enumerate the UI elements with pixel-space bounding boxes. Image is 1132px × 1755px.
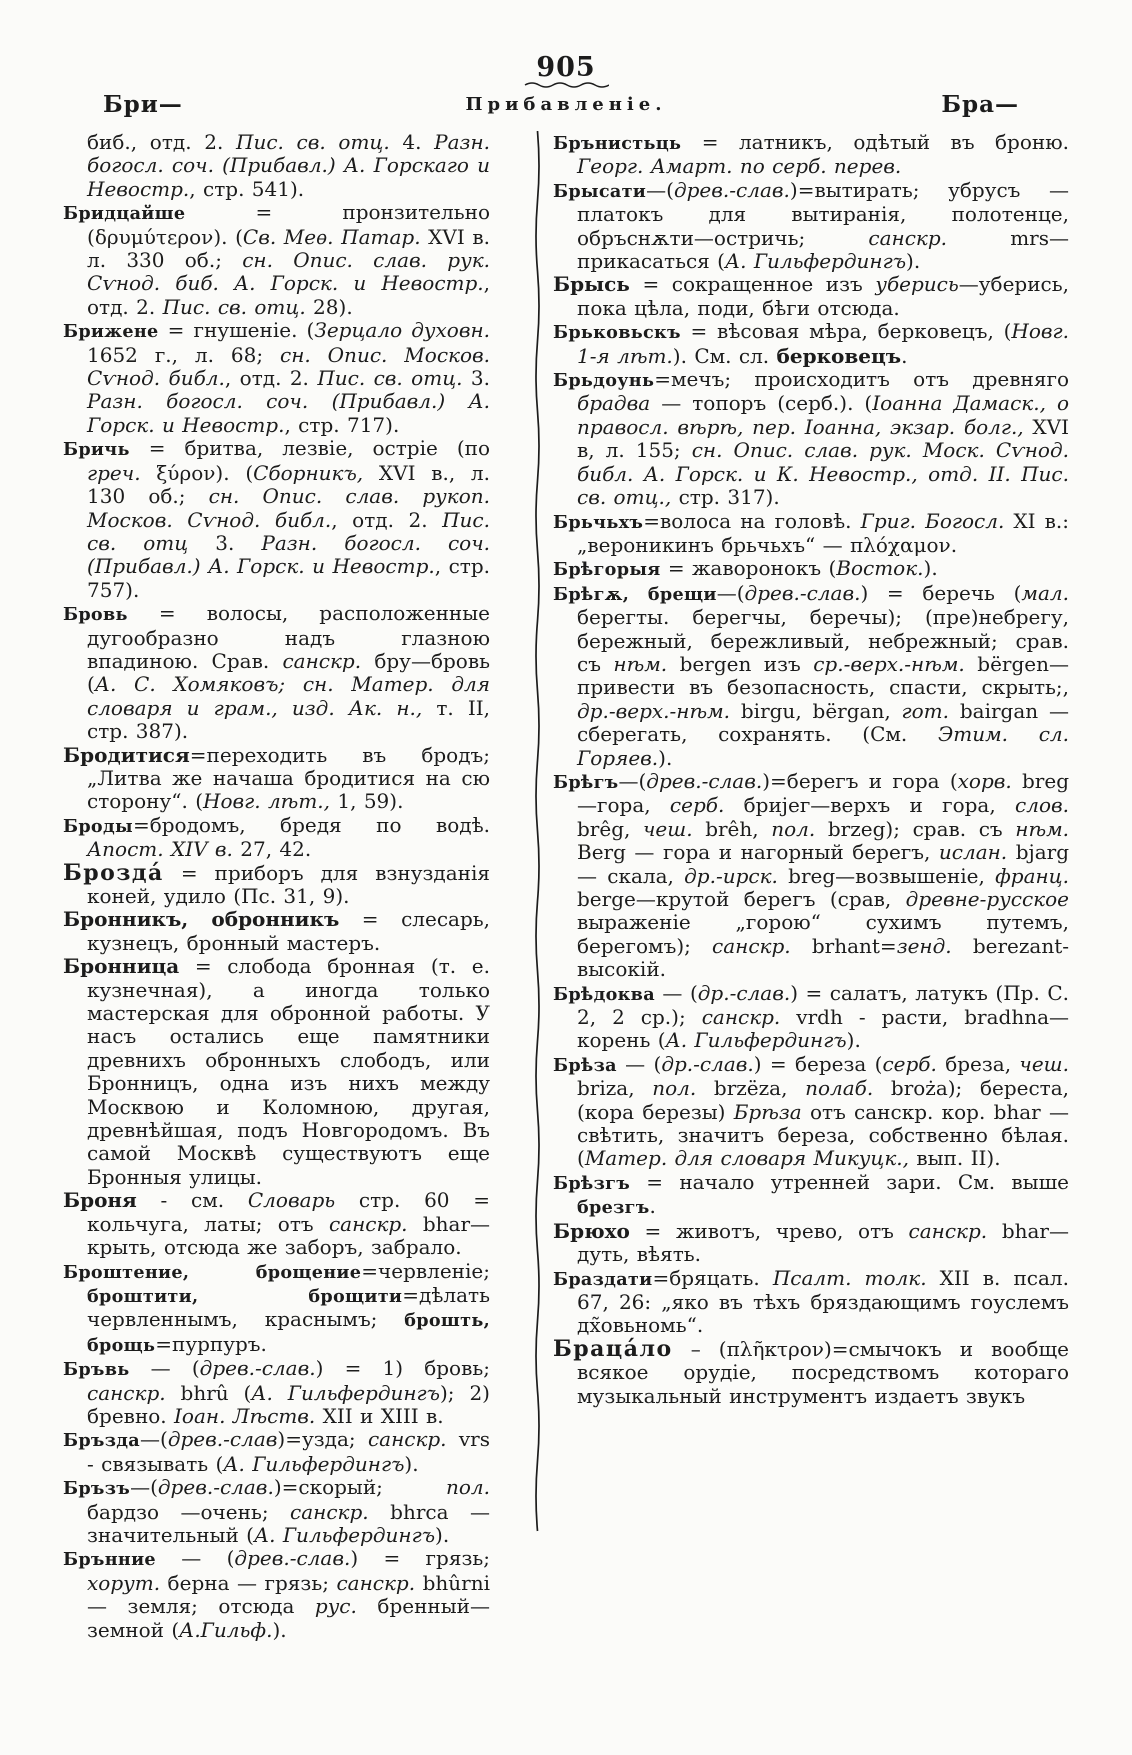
entry-headword: Брюхо xyxy=(553,1218,630,1243)
entry-text: =пурпуръ. xyxy=(155,1331,267,1356)
entry-text: ). ( xyxy=(215,460,254,485)
entry-text: брезгъ xyxy=(577,1197,650,1219)
entry-text: др.-верх.-нѣм. xyxy=(577,698,731,723)
entry-text: Зерцало духовн. xyxy=(314,318,490,343)
entry-text: —уберись, пока цѣла, поди, бѣги отсюда. xyxy=(577,272,1069,320)
entry-text: = бритва, лезвіе, остріе (по xyxy=(129,436,490,461)
entry-text: древ.-слав. xyxy=(673,177,790,202)
entry-text: ) = беречь ( xyxy=(860,580,1022,605)
entry-headword: Броштение, брощение xyxy=(63,1261,362,1283)
entry-text: , отд. 2. xyxy=(224,366,318,391)
entry-text: А.Гильф. xyxy=(179,1617,273,1642)
entry-text: серб. xyxy=(669,793,725,818)
entry-text: )=смычокъ и вообще всякое орудіе, посредствомъ котораго музыкальный инструментъ издаетъ звукъ xyxy=(577,1336,1069,1408)
entry-text: вып. II). xyxy=(909,1146,1001,1171)
dictionary-entry xyxy=(63,1476,490,1547)
entry-text: )=узда; xyxy=(277,1427,368,1452)
dictionary-entry xyxy=(553,368,1069,509)
entry-text: санскр. xyxy=(336,1570,416,1595)
entry-text: bhrca — значительный ( xyxy=(87,1499,490,1547)
entry-text: = слобода бронная (т. е. кузнечная), а иногда только мастерская для обронной работы. У насъ остались еще памятники древнихъ обронныхъ слободъ, или Бронницъ, одна изъ нихъ между Москвою и Коломною, другая, древнѣйшая, подъ Новгородомъ. Въ самой Москвѣ существуютъ еще Бронныя улицы. xyxy=(87,954,490,1189)
dictionary-entry xyxy=(553,982,1069,1053)
entry-text: )=скорый; xyxy=(273,1475,446,1500)
entry-text: санскр. xyxy=(328,1211,408,1236)
entry-text: Св. Меѳ. Патар. xyxy=(242,224,421,249)
entry-headword: Брѣгорыя xyxy=(553,559,661,581)
entry-text: =переходить въ бродъ; „Литва же начаша бродитися на сю сторону“. ( xyxy=(87,742,490,814)
entry-text: зенд. xyxy=(896,933,952,958)
entry-text: А. Гильфердингъ xyxy=(665,1028,847,1053)
entry-text: ); 2) бревно. xyxy=(87,1380,490,1428)
dictionary-entry xyxy=(553,1335,1069,1408)
entry-text: греч. xyxy=(87,460,141,485)
entry-text: санскр. xyxy=(868,225,948,250)
entry-text: δρυμύτερον xyxy=(94,224,214,249)
dictionary-entry xyxy=(553,1220,1069,1267)
entry-text: 27, 42. xyxy=(232,837,312,862)
entry-text: брадва xyxy=(577,391,651,416)
entry-text: = начало утренней зари. См. выше xyxy=(630,1169,1069,1194)
dictionary-entry xyxy=(63,1547,490,1642)
entry-text: brzëza, xyxy=(696,1076,806,1101)
entry-text: —( xyxy=(716,580,745,605)
entry-headword: Брънистьць xyxy=(553,133,682,154)
dictionary-entry xyxy=(553,582,1069,770)
entry-text: гот. xyxy=(901,698,950,723)
entry-text: Іоанна Дамаск., о правосл. вѣрѣ, пер. Іоанна, экзар. болг., xyxy=(577,391,1069,439)
entry-text: Новг. лѣт., xyxy=(203,789,331,814)
entry-text: берковецъ xyxy=(776,343,902,368)
entry-text: санскр. xyxy=(908,1218,988,1243)
entry-text: = пронзительно ( xyxy=(87,200,490,249)
entry-text: Пис. св. отц. xyxy=(236,130,390,154)
dictionary-entry xyxy=(553,770,1069,982)
entry-text: berezant-высокій. xyxy=(577,933,1069,982)
entry-text: bhar—крыть, отсюда же заборъ, забрало. xyxy=(87,1211,491,1260)
entry-text: =бряцать. xyxy=(652,1265,773,1290)
entry-text: бренный—земной ( xyxy=(87,1594,490,1642)
entry-text: 4. xyxy=(389,130,435,154)
running-head-right: Бра— xyxy=(941,91,1019,118)
entry-text: сн. Опис. слав. рук. Моск. Сѵнод. библ. А. Горск. и К. Невостр., отд. II. Пис. св. отц., xyxy=(577,438,1069,510)
entry-text: = приборъ для взнузданія коней, удило (Пс. 31, 9). xyxy=(87,860,490,908)
entry-text: breg—гора, xyxy=(577,768,1069,818)
dictionary-entry xyxy=(553,1053,1069,1171)
entry-text: ). ( xyxy=(213,224,243,249)
entry-text: = слесарь, кузнецъ, бронный мастеръ. xyxy=(87,907,490,955)
entry-text: — ( xyxy=(155,1546,235,1571)
dictionary-entry xyxy=(63,955,490,1189)
right-column xyxy=(553,131,1069,1408)
dictionary-entry xyxy=(63,1189,490,1259)
entry-text xyxy=(141,461,157,485)
entry-headword: Бронникъ, обронникъ xyxy=(63,907,340,932)
entry-text: брошть, брощь xyxy=(87,1310,490,1356)
entry-text: санскр. xyxy=(290,1499,369,1524)
entry-text: слов. xyxy=(1015,793,1069,818)
entry-headword: Брьковьскъ xyxy=(553,322,681,344)
entry-text: birgu, bërgan, xyxy=(730,698,902,723)
entry-text: отъ санскр. кор. bhar — свѣтить, значитъ береза, собственно бѣлая. ( xyxy=(577,1099,1069,1171)
entry-text: пол. xyxy=(445,1475,490,1500)
entry-text: Пис. св. отц. xyxy=(317,366,463,391)
entry-text: = латникъ, одѣтый въ броню. xyxy=(681,130,1069,154)
entry-text: brzeg); срав. съ xyxy=(815,816,1016,841)
entry-text: XVI в, л. 155; xyxy=(577,414,1069,463)
entry-text: 28). xyxy=(305,294,353,319)
entry-text: Этим. сл. Горяев. xyxy=(577,722,1069,770)
entry-text: стр. 60 = кольчуга, латы; отъ xyxy=(87,1188,490,1236)
entry-text: — ( xyxy=(654,980,698,1005)
entry-text: Апост. XIV в. xyxy=(87,837,233,862)
entry-text: 1652 г., л. 68; xyxy=(87,342,281,367)
entry-text: Іоан. Лѣств. xyxy=(174,1403,316,1428)
entry-text: =мечъ; происходитъ отъ древняго xyxy=(654,367,1069,392)
entry-text: =червленіе; xyxy=(361,1258,490,1283)
entry-text: ) = 1) бровь; xyxy=(315,1356,490,1381)
entry-text: А. Гильфердингъ xyxy=(253,1522,436,1547)
entry-text: бардзо —очень; xyxy=(87,1499,291,1524)
entry-text: древ.-слав. xyxy=(199,1356,316,1381)
entry-text: санскр. xyxy=(282,648,362,673)
entry-text: ) = береза ( xyxy=(753,1051,883,1076)
entry-text: , стр. 717). xyxy=(284,412,400,437)
entry-text: XII и XIII в. xyxy=(315,1403,444,1428)
dictionary-entry xyxy=(553,1267,1069,1338)
entry-headword: Брижене xyxy=(63,321,159,343)
entry-text: bhar—дуть, вѣять. xyxy=(577,1218,1069,1267)
entry-text: ). xyxy=(906,249,921,274)
entry-text: санскр. xyxy=(712,933,791,958)
entry-text: Новг. 1-я лѣт. xyxy=(577,319,1069,368)
entry-headword: Брьдоунь xyxy=(553,370,655,392)
entry-headword: Броды xyxy=(63,815,133,837)
page-number: 905 xyxy=(536,52,596,83)
page-number-block xyxy=(63,52,1069,90)
entry-text: ). xyxy=(404,1451,419,1476)
entry-text: ). xyxy=(658,745,673,770)
entry-headword: Брѣгъ xyxy=(553,771,619,793)
entry-text: др.-ирск. xyxy=(684,863,778,888)
entry-text: ). См. сл. xyxy=(672,343,777,368)
dictionary-entry xyxy=(63,1428,490,1476)
dictionary-entry xyxy=(63,744,490,814)
entry-headword: Броня xyxy=(63,1188,137,1213)
entry-text: = сокращенное изъ xyxy=(629,272,876,297)
entry-text: Матер. для словаря Микуцк., xyxy=(584,1146,910,1171)
entry-text: briza, xyxy=(577,1076,653,1101)
entry-text: Berg — гора и нагорный берегъ, xyxy=(577,840,939,865)
entry-text: Псалт. толк. xyxy=(772,1265,927,1290)
entry-text: нѣм. xyxy=(1015,816,1070,841)
entry-headword: Брысь xyxy=(553,272,630,297)
dictionary-entry xyxy=(553,131,1069,179)
entry-headword: Браца́ло xyxy=(553,1335,673,1362)
entry-text: бриjег—верхъ и гора, xyxy=(724,793,1016,818)
entry-text: ξύρον xyxy=(156,460,216,485)
entry-headword: Бричь xyxy=(63,439,130,461)
entry-text: франц. xyxy=(995,863,1069,888)
entry-text: Разн. богосл. соч. (Прибавл.) А. Горск. и Невостр. xyxy=(87,389,490,437)
entry-text: Григ. Богосл. xyxy=(860,508,1005,533)
entry-text: санскр. xyxy=(87,1380,166,1405)
entry-text: breg—возвышеніе, xyxy=(777,863,996,888)
entry-text: berge—крутой берегъ (срав, xyxy=(577,887,906,911)
dictionary-entry xyxy=(553,273,1069,320)
entry-text: = вѣсовая мѣра, берковецъ, ( xyxy=(680,319,1012,344)
dictionary-entry xyxy=(63,319,490,437)
entry-text: bhûrni — земля; отсюда xyxy=(87,1570,490,1619)
entry-text: bergen изъ xyxy=(667,651,814,676)
dictionary-entry xyxy=(63,131,490,201)
dictionary-entry xyxy=(553,1171,1069,1220)
entry-text: bairgan — сберегать, сохранять. (См. xyxy=(577,698,1069,747)
entry-text: чеш. xyxy=(1019,1051,1069,1076)
entry-headword: Брѣза xyxy=(553,1054,617,1076)
entry-text: , стр. 541). xyxy=(189,176,305,201)
entry-text: 3. xyxy=(188,530,262,555)
entry-text: берна — грязь; xyxy=(160,1570,337,1595)
entry-text: = животъ, чрево, отъ xyxy=(629,1218,909,1243)
entry-text: А. Гильфердингъ xyxy=(223,1451,405,1476)
entry-text: мал. xyxy=(1021,580,1070,605)
entry-text: чеш. xyxy=(642,816,693,841)
entry-text: А. Гильфердингъ xyxy=(724,249,907,274)
left-column xyxy=(63,131,490,1642)
column-divider xyxy=(490,131,553,1642)
entry-text: Сборникъ, xyxy=(253,460,364,485)
entry-text: 3. xyxy=(462,366,490,391)
entry-text: др.-слав. xyxy=(697,980,791,1005)
entry-headword: Брьчьхъ xyxy=(553,511,644,533)
entry-text: санскр. xyxy=(367,1427,447,1452)
entry-text: —( xyxy=(646,177,674,202)
entry-text: ). xyxy=(846,1028,861,1053)
entry-text: = волосы, расположенные дугообразно надъ глазною впадиною. Срав. xyxy=(87,601,490,673)
entry-headword: Брѣзгъ xyxy=(553,1172,631,1194)
entry-text: А. С. Хомяковъ; сн. Матер. для словаря и грам., изд. Ак. н., xyxy=(87,672,490,720)
dictionary-entry xyxy=(553,510,1069,558)
entry-headword: Брънние xyxy=(63,1549,156,1571)
page-header xyxy=(63,52,1069,123)
entry-text: ). xyxy=(435,1522,450,1547)
entry-text: . xyxy=(649,1194,656,1219)
entry-text: XII в. псал. 67, 26: „яко въ тѣхъ бряздающимъ гоуслемъ дх̃овьномь“. xyxy=(577,1265,1069,1338)
entry-text: — ( xyxy=(616,1051,662,1076)
entry-text: ср.-верх.-нѣм. xyxy=(813,651,965,676)
entry-headword: Бровь xyxy=(63,604,128,626)
entry-text: = жаворонокъ ( xyxy=(660,556,837,581)
entry-text: др.-слав. xyxy=(661,1051,754,1076)
entry-text: — топоръ (серб.). ( xyxy=(650,391,873,416)
column-divider-rule xyxy=(534,131,541,1539)
page-title: Прибавленіе. xyxy=(465,94,667,115)
dictionary-entry xyxy=(553,179,1069,274)
dictionary-entry xyxy=(63,908,490,955)
entry-text: хорв. xyxy=(957,768,1012,793)
entry-text: . xyxy=(950,532,958,557)
entry-headword: Брысати xyxy=(553,180,647,202)
entry-text: санскр. xyxy=(701,1005,781,1030)
entry-text: древ.-слав. xyxy=(234,1546,351,1571)
entry-text: Пис. св. отц. xyxy=(162,294,306,319)
entry-text: bhrû ( xyxy=(165,1380,252,1405)
entry-text: πλόχαμον xyxy=(850,532,951,557)
entry-text: , стр. 757). xyxy=(87,554,491,602)
entry-text: – ( xyxy=(672,1336,727,1361)
entry-headword: Бръвь xyxy=(63,1359,130,1381)
entry-text: бру—бровь ( xyxy=(87,648,490,697)
entry-text: =дѣлать червленнымъ, краснымъ; xyxy=(87,1282,490,1332)
entry-text: древ.-слав. xyxy=(646,768,763,793)
entry-text: vrs - связывать ( xyxy=(87,1427,490,1476)
entry-text: сн. Опис. слав. рук. Сѵнод. биб. А. Горск. и Невостр. xyxy=(87,248,490,296)
entry-text: т. II, стр. 387). xyxy=(87,695,491,744)
entry-text: = гнушеніе. ( xyxy=(158,318,315,343)
dictionary-entry xyxy=(63,1260,490,1358)
entry-text: Разн. богосл. соч. (Прибавл.) А. Горскаго и Невостр. xyxy=(87,130,490,201)
entry-text: =бродомъ, бредя по водѣ. xyxy=(132,812,490,837)
entry-text: Словарь xyxy=(247,1188,336,1213)
entry-text: , отд. 2. xyxy=(87,271,490,319)
entry-text: уберись xyxy=(875,272,959,297)
entry-headword: Бридцайше xyxy=(63,203,186,225)
two-column-content xyxy=(63,131,1069,1642)
entry-text: Пис. св. отц xyxy=(87,507,490,555)
dictionary-entry xyxy=(63,437,490,602)
entry-text: —( xyxy=(618,768,647,793)
entry-text: ислан. xyxy=(938,840,1008,865)
entry-text: древ.-слав xyxy=(167,1427,278,1452)
entry-text: рус. xyxy=(314,1594,357,1619)
entry-text: ). xyxy=(923,556,938,581)
entry-text: пол. xyxy=(652,1076,697,1101)
entry-text: нѣм. xyxy=(613,651,668,676)
entry-text: XI в.: „вероникинъ брьчьхъ“ — xyxy=(577,508,1069,557)
entry-text: bërgen—привести въ безопасность, спасти, скрыть;, xyxy=(577,651,1069,700)
entry-headword: Брѣдоква xyxy=(553,983,655,1005)
entry-text: bjarg — скала, xyxy=(577,840,1069,888)
entry-text: биб., отд. 2. xyxy=(87,130,236,154)
dictionary-entry xyxy=(553,557,1069,581)
entry-text: mrs—прикасаться ( xyxy=(577,225,1069,274)
entry-text: XVI в., л. 130 об.; xyxy=(87,460,490,509)
entry-text: )=вытирать; убрусъ —платокъ для вытиранія, полотенце, обръснѫти—остричь; xyxy=(577,177,1069,250)
entry-text: πλῆκτρον xyxy=(726,1336,824,1361)
entry-text: =волоса на головѣ. xyxy=(643,508,861,533)
entry-text: хорут. xyxy=(87,1570,161,1595)
entry-text: — ( xyxy=(129,1356,200,1381)
entry-headword: Бръзда xyxy=(63,1430,140,1452)
entry-text: Георг. Амарт. по серб. перев. xyxy=(577,154,902,179)
dictionary-entry xyxy=(63,814,490,862)
entry-text: ). xyxy=(272,1617,287,1642)
entry-text: бреза, xyxy=(936,1051,1020,1076)
entry-headword: Бръзъ xyxy=(63,1478,131,1500)
entry-headword: Браздати xyxy=(553,1268,653,1290)
entry-text: brhant= xyxy=(790,933,897,958)
entry-text: —( xyxy=(130,1475,158,1500)
entry-text: Разн. богосл. соч. (Прибавл.) А. Горск. и Невостр. xyxy=(87,530,491,579)
entry-text: Брѣза xyxy=(733,1099,802,1124)
entry-text: - см. xyxy=(136,1188,248,1213)
entry-headword: Бронница xyxy=(63,954,180,979)
entry-text: )=берегъ и гора ( xyxy=(762,768,958,793)
dictionary-entry xyxy=(63,859,490,909)
entry-text: brêh, xyxy=(692,816,772,841)
dictionary-entry xyxy=(63,201,490,319)
entry-text: XVI в. л. 330 об.; xyxy=(87,224,490,273)
running-head-left: Бри— xyxy=(103,91,183,118)
entry-text: пол. xyxy=(771,816,816,841)
entry-text: сн. Опис. Москов. Сѵнод. библ. xyxy=(87,342,490,391)
entry-text: берегты. берегчы, беречы); (пре)небрегу, бережный, бережливый, небрежный; срав. съ xyxy=(577,605,1069,676)
entry-text: vrdh - расти, bradhna—корень ( xyxy=(577,1005,1070,1053)
entry-text: broża); береста, (кора березы) xyxy=(577,1076,1070,1124)
entry-text: стр. 317). xyxy=(671,485,780,510)
entry-headword: Брѣгѫ, брещи xyxy=(553,583,717,605)
entry-text: . xyxy=(901,343,908,368)
entry-text: броштити, брощити xyxy=(87,1285,403,1307)
entry-text: серб. xyxy=(882,1051,937,1076)
dictionary-entry xyxy=(553,320,1069,368)
entry-text: , отд. 2. xyxy=(331,507,443,532)
dictionary-entry xyxy=(63,1357,490,1428)
entry-text: 1, 59). xyxy=(330,789,404,814)
entry-text: древ.-слав. xyxy=(744,580,861,605)
entry-text: —( xyxy=(140,1427,168,1452)
entry-text: ) = грязь; xyxy=(350,1546,490,1571)
running-heads-row xyxy=(63,91,1069,123)
dictionary-entry xyxy=(63,602,490,743)
entry-headword: Брозда́ xyxy=(63,859,164,886)
entry-text: сн. Опис. слав. рукоп. Москов. Сѵнод. библ. xyxy=(87,484,490,532)
entry-text: brêg, xyxy=(577,816,643,841)
entry-headword: Бродитися xyxy=(63,742,190,767)
entry-text: выраженіе „горою“ сухимъ путемъ, берегомъ); xyxy=(577,910,1069,958)
entry-text: ) = салатъ, латукъ (Пр. С. 2, 2 ср.); xyxy=(577,980,1069,1030)
entry-text: А. Гильфердингъ xyxy=(251,1380,440,1405)
entry-text: древ.-слав. xyxy=(157,1475,274,1500)
entry-text: древне-русское xyxy=(905,887,1069,911)
entry-text: полаб. xyxy=(805,1076,874,1101)
entry-text: Восток. xyxy=(836,556,924,581)
